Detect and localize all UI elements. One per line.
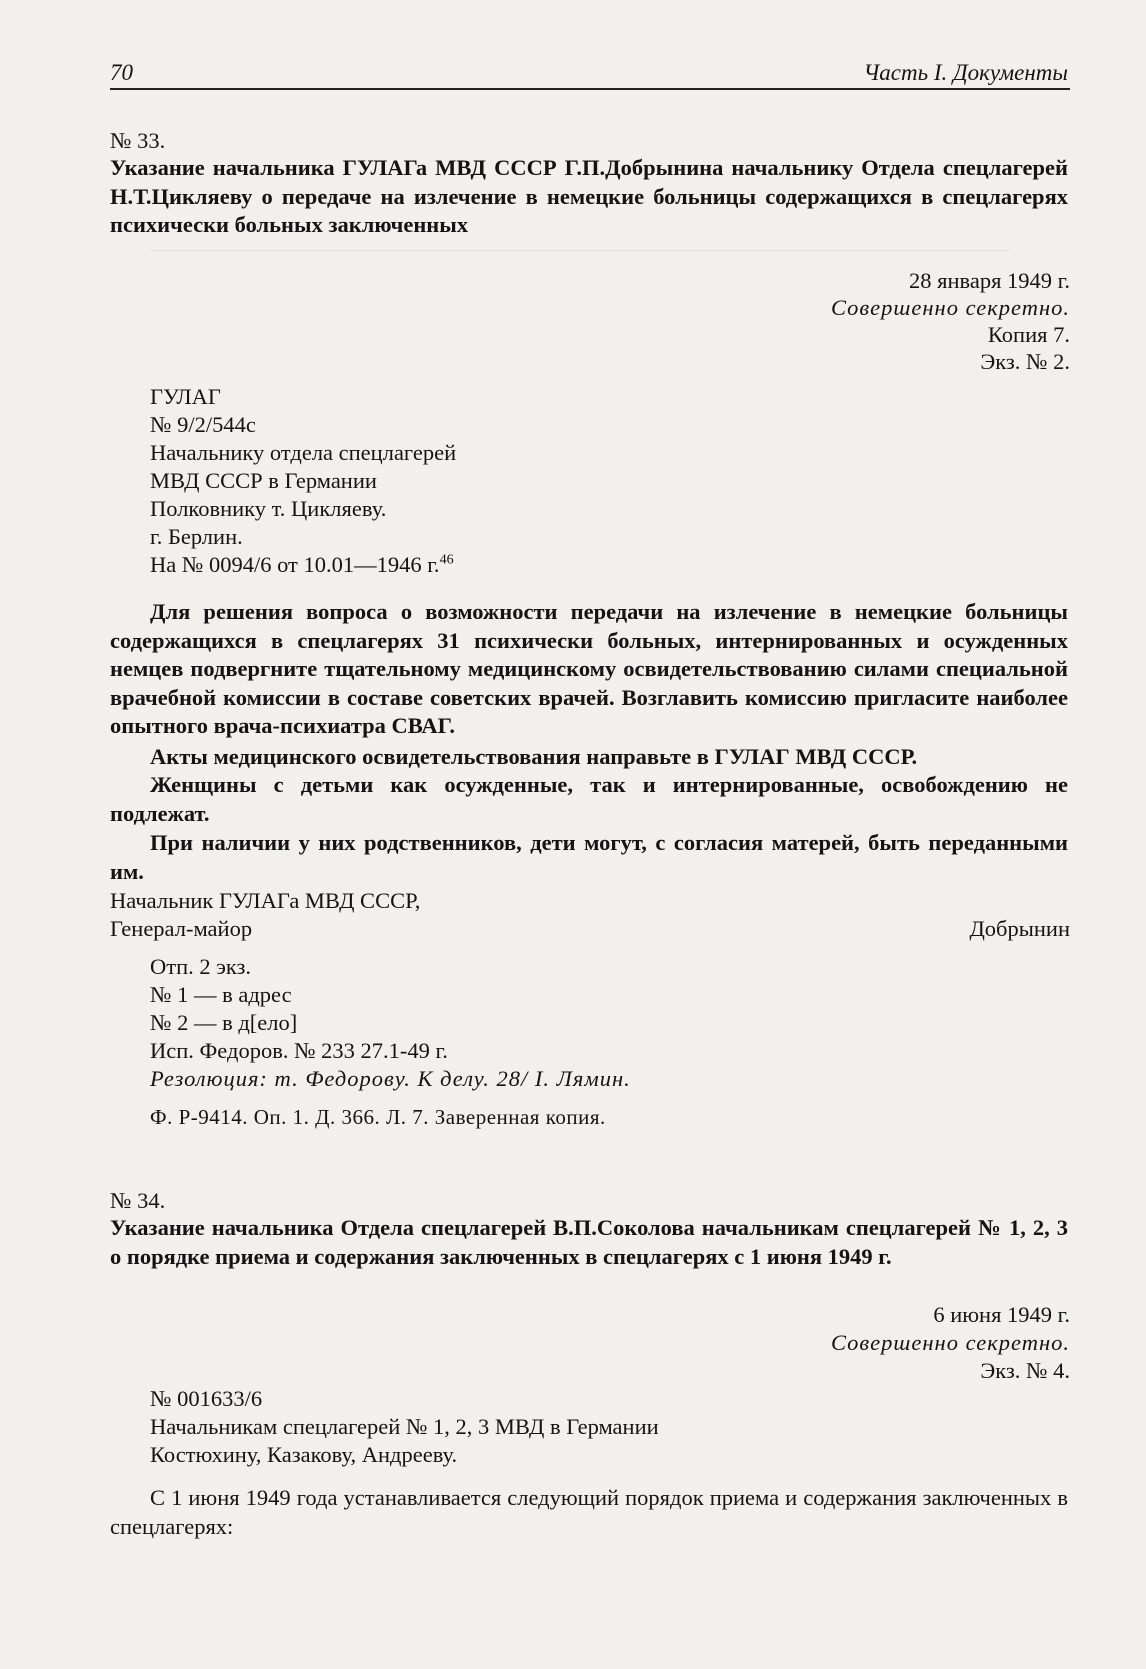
doc34-number: № 34. (110, 1188, 166, 1213)
header-rule (110, 88, 1070, 90)
doc33-exemplar: Экз. № 2. (980, 349, 1070, 374)
signature-name: Добрынин (969, 916, 1070, 941)
doc33-paragraph-4: При наличии у них родственников, дети могут, с согласия матерей, быть переданными им. (110, 830, 1068, 884)
doc34-ref: № 001633/6 (150, 1386, 263, 1411)
doc33-title: Указание начальника ГУЛАГа МВД СССР Г.П.Добрынина начальнику Отдела спецлагерей Н.Т.Цикляеву о передаче на излечение в немецкие больницы содержащихся в спецлагерях психически больных заключенных (110, 155, 1068, 237)
dispatch-copies: Отп. 2 экз. (150, 954, 252, 979)
archive-source: Ф. Р-9414. Оп. 1. Д. 366. Л. 7. Заверенная копия. (150, 1105, 606, 1129)
doc33-classification: Совершенно секретно. (830, 295, 1070, 320)
resolution: Резолюция: т. Федорову. К делу. 28/ I. Лямин. (150, 1066, 631, 1091)
doc33-number: № 33. (110, 128, 166, 153)
doc33-to-line2: МВД СССР в Германии (150, 468, 377, 493)
doc33-paragraph-3: Женщины с детьми как осужденные, так и интернированные, освобождению не подлежат. (110, 772, 1068, 826)
doc34-paragraph-1: С 1 июня 1949 года устанавливается следующий порядок приема и содержания заключенных в спецлагерях: (110, 1485, 1068, 1539)
doc34-exemplar: Экз. № 4. (980, 1358, 1070, 1383)
bleed-through (150, 250, 1010, 271)
dispatch-executor: Исп. Федоров. № 233 27.1-49 г. (150, 1038, 448, 1063)
doc33-reply-ref-line (150, 552, 454, 578)
doc33-to-line3: Полковнику т. Цикляеву. (150, 496, 387, 521)
doc33-ref: № 9/2/544с (150, 412, 256, 437)
doc33-org: ГУЛАГ (150, 384, 221, 409)
doc34-date: 6 июня 1949 г. (933, 1302, 1070, 1327)
doc34-to-line1: Начальникам спецлагерей № 1, 2, 3 МВД в Германии (150, 1414, 659, 1439)
doc33-paragraph-2: Акты медицинского освидетельствования направьте в ГУЛАГ МВД СССР. (150, 744, 918, 769)
running-title: Часть I. Документы (863, 60, 1068, 85)
doc34-to-line2: Костюхину, Казакову, Андрееву. (150, 1442, 458, 1467)
doc33-copy: Копия 7. (987, 322, 1070, 347)
doc34-title: Указание начальника Отдела спецлагерей В.П.Соколова начальникам спецлагерей № 1, 2, 3 о порядке приема и содержания заключенных в спецлагерях с 1 июня 1949 г. (110, 1215, 1068, 1269)
doc33-paragraph-1: Для решения вопроса о возможности передачи на излечение в немецкие больницы содержащихся в спецлагерях 31 психически больных, интернированных и осужденных немцев подвергните тщательному медицинскому освидетельствованию силами специальной врачебной комиссии в составе советских врачей. Возглавить комиссию пригласите наиболее опытного врача-психиатра СВАГ. (110, 599, 1068, 738)
dispatch-copy2: № 2 — в д[ело] (150, 1010, 298, 1035)
signature-position-1: Начальник ГУЛАГа МВД СССР, (110, 888, 421, 913)
doc33-reply-ref: На № 0094/6 от 10.01—1946 г. (150, 552, 440, 577)
doc33-date: 28 января 1949 г. (909, 268, 1070, 293)
dispatch-copy1: № 1 — в адрес (150, 982, 292, 1007)
signature-position-2: Генерал-майор (110, 916, 253, 941)
page-number: 70 (110, 60, 133, 85)
doc34-classification: Совершенно секретно. (830, 1330, 1070, 1355)
doc33-city: г. Берлин. (150, 524, 243, 549)
footnote-marker: 46 (439, 552, 454, 568)
doc33-to-line1: Начальнику отдела спецлагерей (150, 440, 457, 465)
